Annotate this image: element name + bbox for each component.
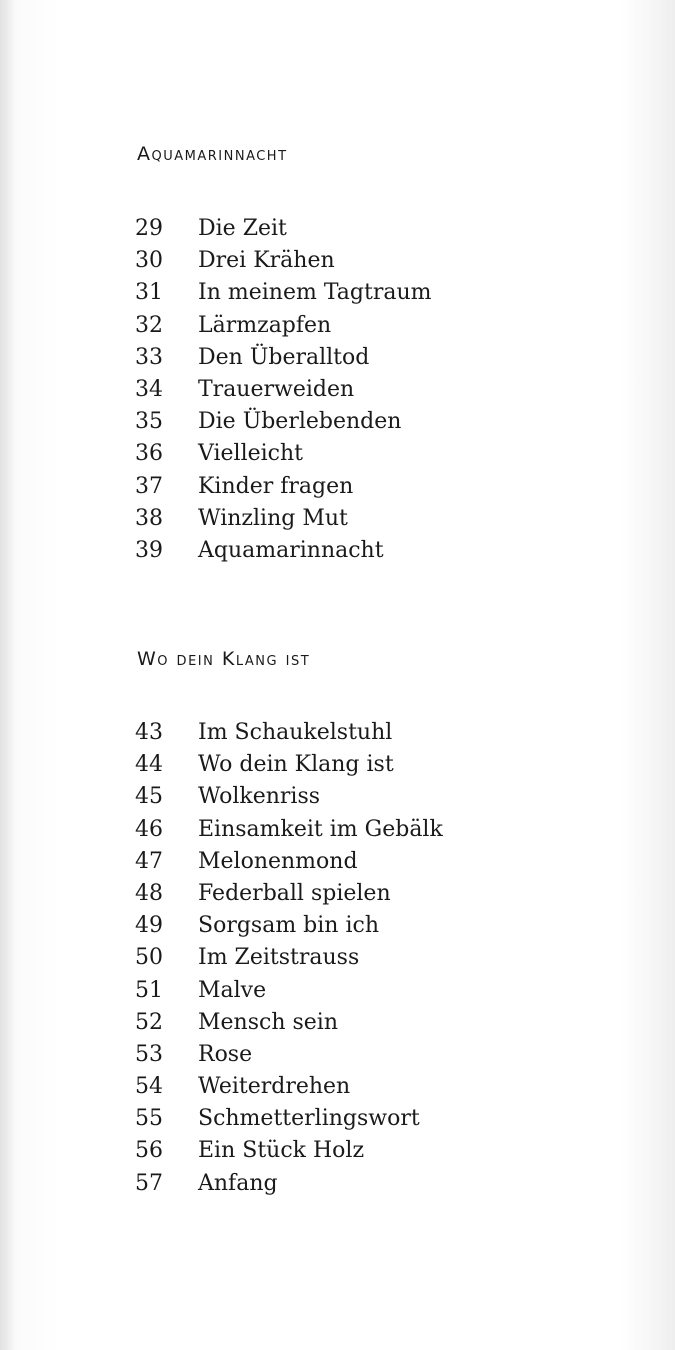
entry-title: Im Schaukelstuhl: [198, 720, 393, 745]
entry-title: Winzling Mut: [198, 505, 348, 531]
page-gutter-shadow: [0, 0, 14, 1350]
entry-title: Malve: [198, 977, 267, 1003]
page-number: 51: [135, 977, 163, 1003]
page-number: 33: [135, 344, 163, 370]
section-heading: Aquamarinnacht: [137, 143, 288, 165]
page-number: 46: [135, 816, 163, 842]
page-number: 43: [135, 720, 163, 745]
page-number: 50: [135, 945, 163, 971]
page-number: 49: [135, 913, 163, 939]
page-number: 32: [135, 312, 163, 338]
entry-title: Melonenmond: [198, 848, 358, 874]
page-number: 52: [135, 1009, 163, 1035]
entry-title: Rose: [198, 1041, 253, 1067]
entry-title: Den Überalltod: [198, 344, 370, 370]
entry-title: Drei Krähen: [198, 248, 335, 274]
entry-title: Mensch sein: [198, 1009, 339, 1035]
toc-entry: [135, 535, 615, 567]
toc-entry: [135, 374, 615, 406]
page-number: 34: [135, 376, 163, 402]
toc-entry: [135, 406, 615, 438]
toc-entry: [135, 749, 615, 781]
toc-entry: [135, 1103, 615, 1135]
toc-entry: [135, 846, 615, 878]
toc-entry: [135, 471, 615, 503]
page-number: 54: [135, 1074, 163, 1100]
page-number: 48: [135, 880, 163, 906]
toc-entry: [135, 1071, 615, 1103]
entry-title: Vielleicht: [198, 441, 304, 467]
entry-title: Lärmzapfen: [198, 312, 332, 338]
page-number: 47: [135, 848, 163, 874]
entry-title: Die Zeit: [198, 216, 287, 241]
page-number: 36: [135, 441, 163, 467]
page-number: 37: [135, 473, 163, 499]
entry-title: Sorgsam bin ich: [198, 913, 379, 939]
entry-title: Schmetterlingswort: [198, 1106, 420, 1132]
toc-entry: [135, 781, 615, 813]
page-number: 39: [135, 537, 163, 563]
entry-title: Aquamarinnacht: [198, 537, 384, 563]
toc-entry: [135, 1168, 615, 1200]
toc-list: [135, 213, 615, 567]
page-number: 38: [135, 505, 163, 531]
entry-title: Anfang: [198, 1170, 278, 1196]
toc-entry: [135, 1007, 615, 1039]
toc-entry: [135, 814, 615, 846]
toc-entry: [135, 1135, 615, 1167]
page-number: 29: [135, 216, 163, 241]
entry-title: Einsamkeit im Gebälk: [198, 816, 443, 842]
entry-title: Die Überlebenden: [198, 409, 402, 435]
page-number: 30: [135, 248, 163, 274]
page-number: 57: [135, 1170, 163, 1196]
entry-title: Trauerweiden: [198, 376, 355, 402]
entry-title: In meinem Tagtraum: [198, 280, 432, 306]
page-number: 55: [135, 1106, 163, 1132]
toc-list: [135, 717, 615, 1200]
page-number: 35: [135, 409, 163, 435]
toc-entry: [135, 310, 615, 342]
entry-title: Im Zeitstrauss: [198, 945, 360, 971]
toc-entry: [135, 503, 615, 535]
toc-entry: [135, 878, 615, 910]
page-number: 56: [135, 1138, 163, 1164]
entry-title: Ein Stück Holz: [198, 1138, 365, 1164]
toc-entry: [135, 942, 615, 974]
toc-entry: [135, 342, 615, 374]
entry-title: Weiterdrehen: [198, 1074, 351, 1100]
page-number: 44: [135, 752, 163, 778]
toc-entry: [135, 438, 615, 470]
entry-title: Wolkenriss: [198, 784, 321, 810]
entry-title: Kinder fragen: [198, 473, 354, 499]
section-heading: Wo dein Klang ist: [137, 648, 311, 670]
page-number: 31: [135, 280, 163, 306]
page-number: 53: [135, 1041, 163, 1067]
toc-entry: [135, 277, 615, 309]
entry-title: Wo dein Klang ist: [198, 752, 394, 778]
toc-entry: [135, 910, 615, 942]
entry-title: Federball spielen: [198, 880, 391, 906]
page-number: 45: [135, 784, 163, 810]
toc-entry: [135, 975, 615, 1007]
toc-entry: [135, 1039, 615, 1071]
toc-entry: [135, 717, 615, 749]
toc-entry: [135, 245, 615, 277]
toc-entry: [135, 213, 615, 245]
